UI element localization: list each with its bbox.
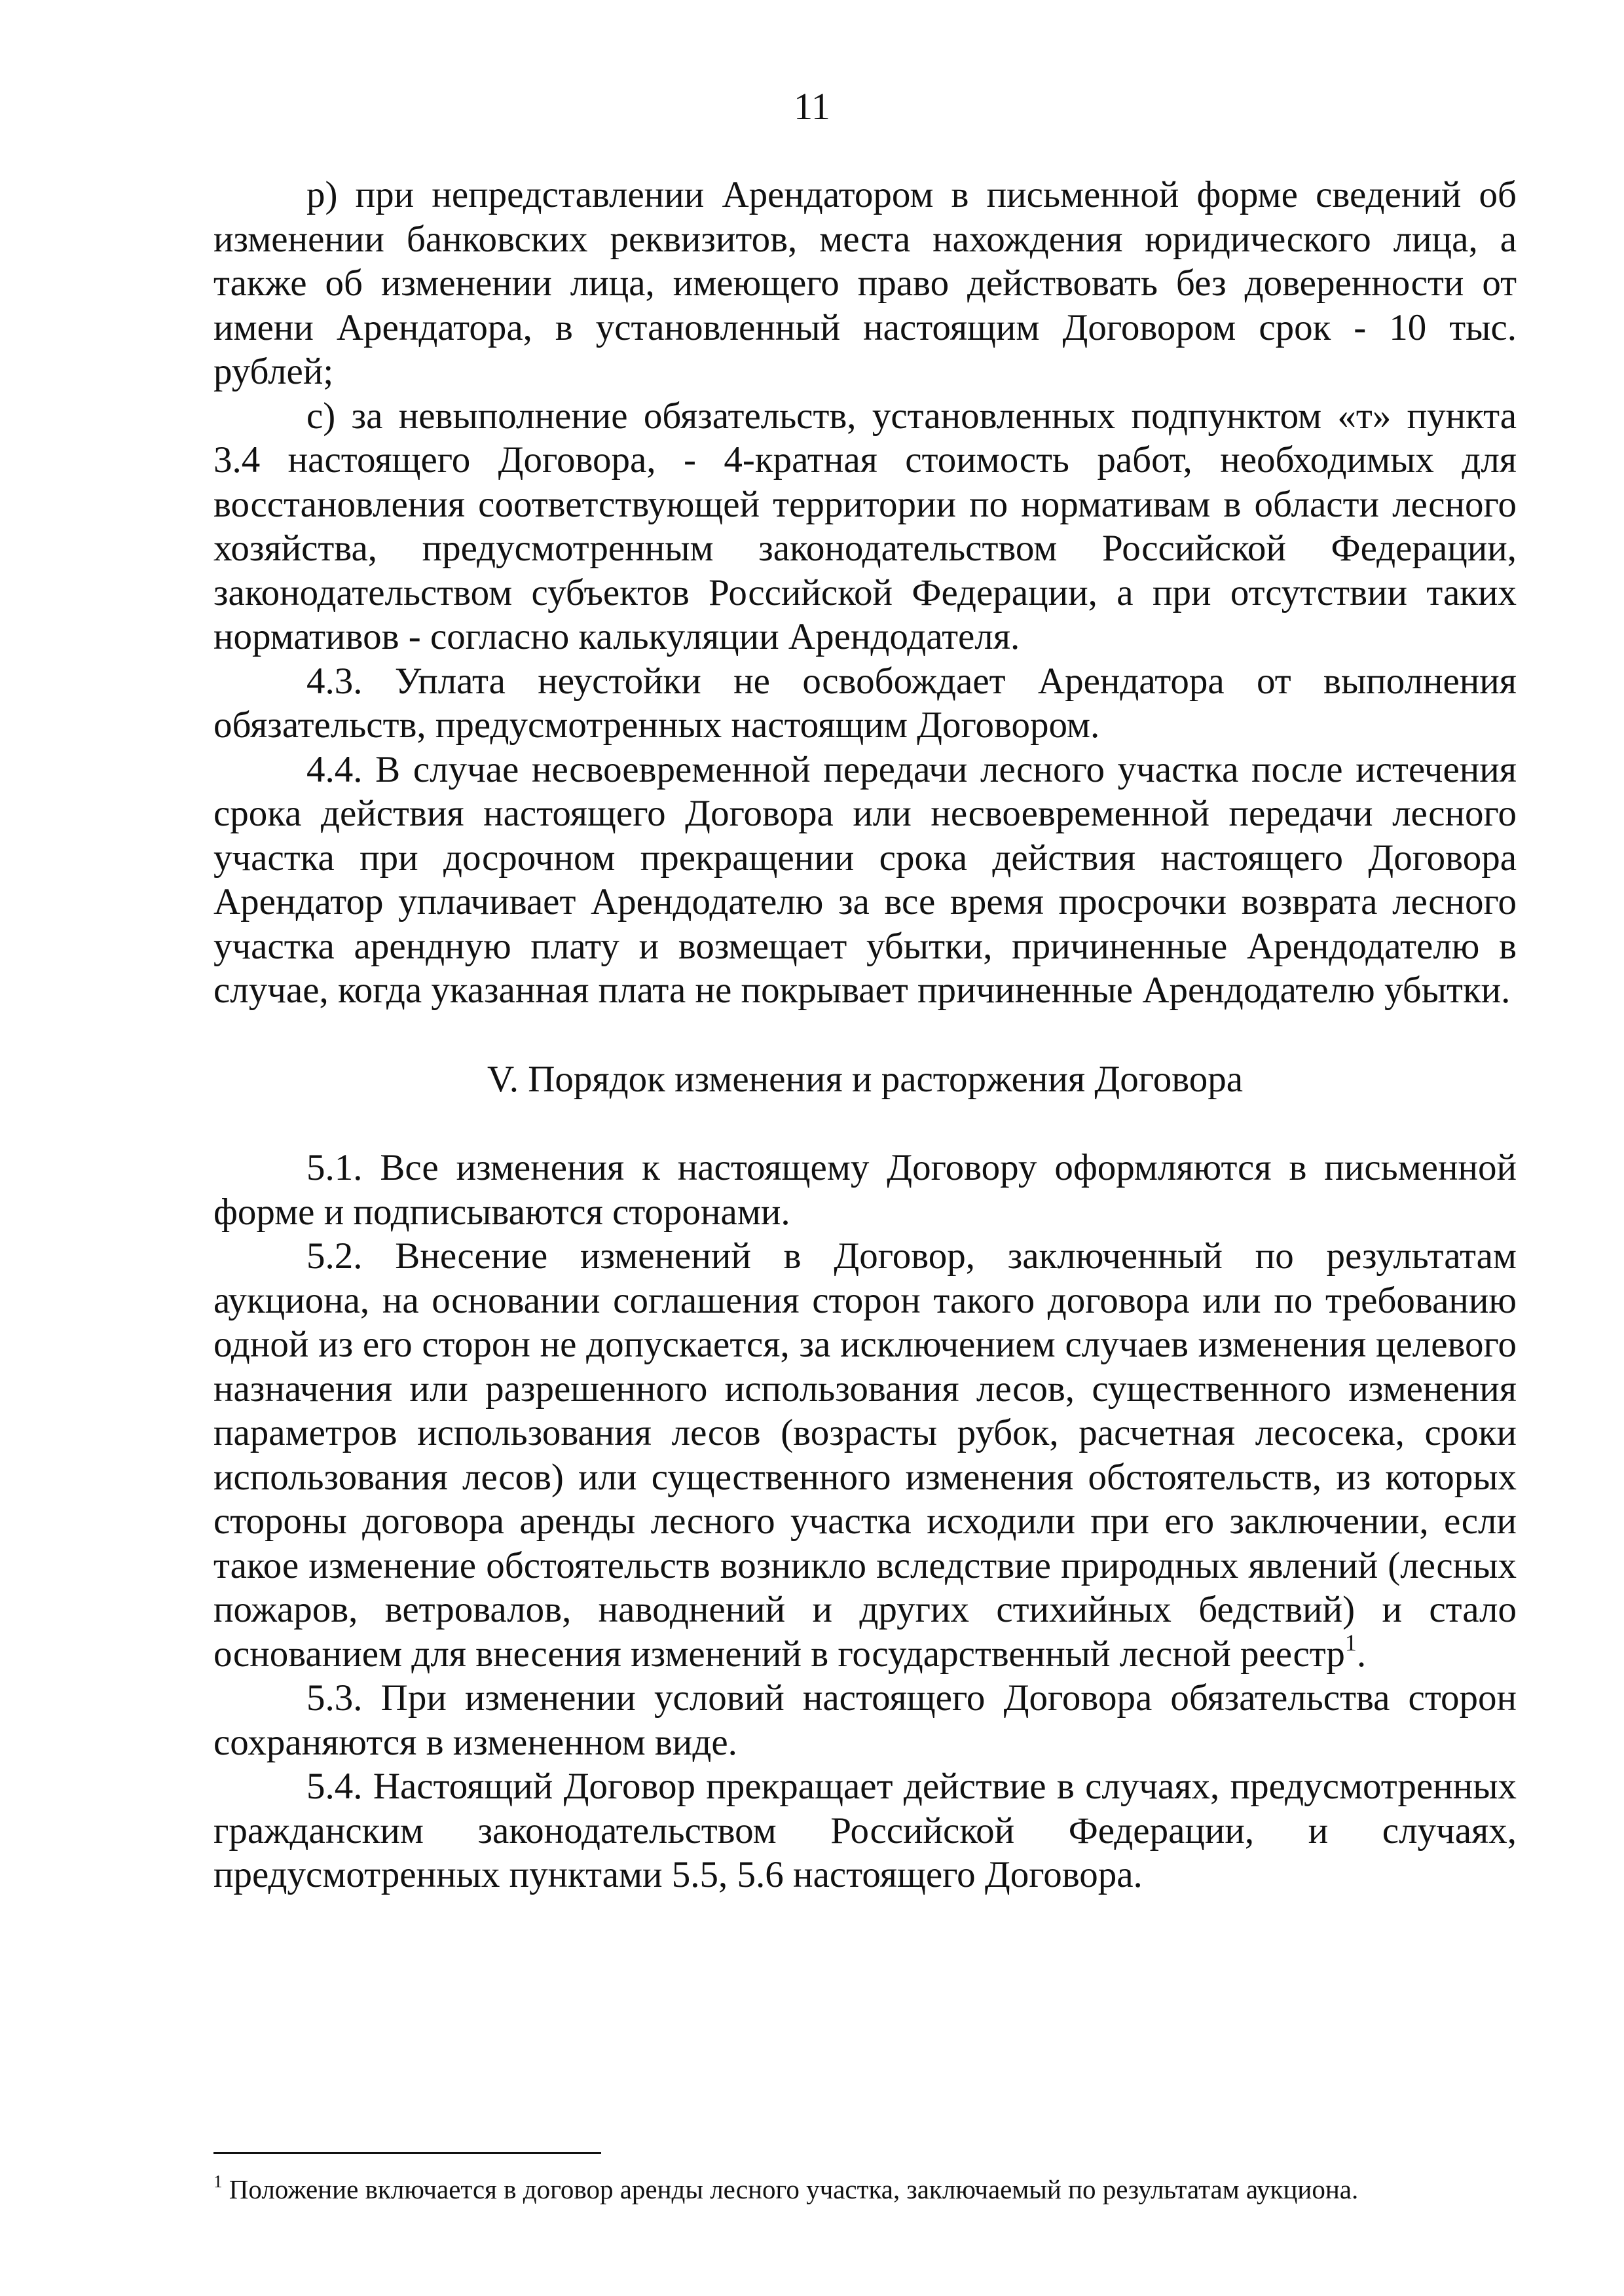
paragraph-4-3: 4.3. Уплата неустойки не освобождает Арендатора от выполнения обязательств, предусмотренных настоящим Договором. [213,660,1517,746]
footnote-text: Положение включается в договор аренды лесного участка, заключаемый по результатам аукциона. [222,2174,1359,2204]
paragraph-5-1: 5.1. Все изменения к настоящему Договору оформляются в письменной форме и подписываются сторонами. [213,1147,1517,1233]
footnote [213,2172,1517,2206]
section-v-heading: V. Порядок изменения и расторжения Договора [487,1058,1244,1100]
page-number: 11 [794,85,830,128]
paragraph-s: с) за невыполнение обязательств, установленных подпунктом «т» пункта 3.4 настоящего Договора, - 4-кратная стоимость работ, необходимых для восстановления соответствующей территории по нормативам в области лесного хозяйства, предусмотренным законодательством Российской Федерации, законодательством субъектов Российской Федерации, а при отсутствии таких нормативов - согласно калькуляции Арендодателя. [213,395,1517,657]
footnote-reference[interactable]: 1 [1344,1629,1357,1656]
paragraph-5-2-end: . [1356,1633,1367,1675]
paragraph-5-2-text: 5.2. Внесение изменений в Договор, заключенный по результатам аукциона, на основании соглашения сторон такого договора или по требованию одной из его сторон не допускается, за исключением случаев изменения целевого назначения или разрешенного использования лесов, существенного изменения параметров использования лесов (возрасты рубок, расчетная лесосека, сроки использования лесов) или существенного изменения обстоятельств, из которых стороны договора аренды лесного участка исходили при его заключении, если такое изменение обстоятельств возникло вследствие природных явлений (лесных пожаров, ветровалов, наводнений и других стихийных бедствий) и стало основанием для внесения изменений в государственный лесной реестр [213,1235,1517,1675]
paragraph-5-4: 5.4. Настоящий Договор прекращает действие в случаях, предусмотренных гражданским законодательством Российской Федерации, и случаях, предусмотренных пунктами 5.5, 5.6 настоящего Договора. [213,1766,1517,1895]
paragraph-5-3: 5.3. При изменении условий настоящего Договора обязательства сторон сохраняются в измененном виде. [213,1677,1517,1763]
paragraph-5-2 [213,1234,1517,1676]
footnote-marker: 1 [213,2172,223,2192]
footnote-rule [213,2152,601,2154]
paragraph-4-4: 4.4. В случае несвоевременной передачи лесного участка после истечения срока действия настоящего Договора или несвоевременной передачи лесного участка при досрочном прекращении срока действия настоящего Договора Арендатор уплачивает Арендодателю за все время просрочки возврата лесного участка арендную плату и возмещает убытки, причиненные Арендодателю в случае, когда указанная плата не покрывает причиненные Арендодателю убытки. [213,748,1517,1011]
document-body [213,173,1517,1897]
paragraph-r: р) при непредставлении Арендатором в письменной форме сведений об изменении банковских реквизитов, места нахождения юридического лица, а также об изменении лица, имеющего право действовать без доверенности от имени Арендатора, в установленный настоящим Договором срок - 10 тыс. рублей; [213,174,1517,392]
